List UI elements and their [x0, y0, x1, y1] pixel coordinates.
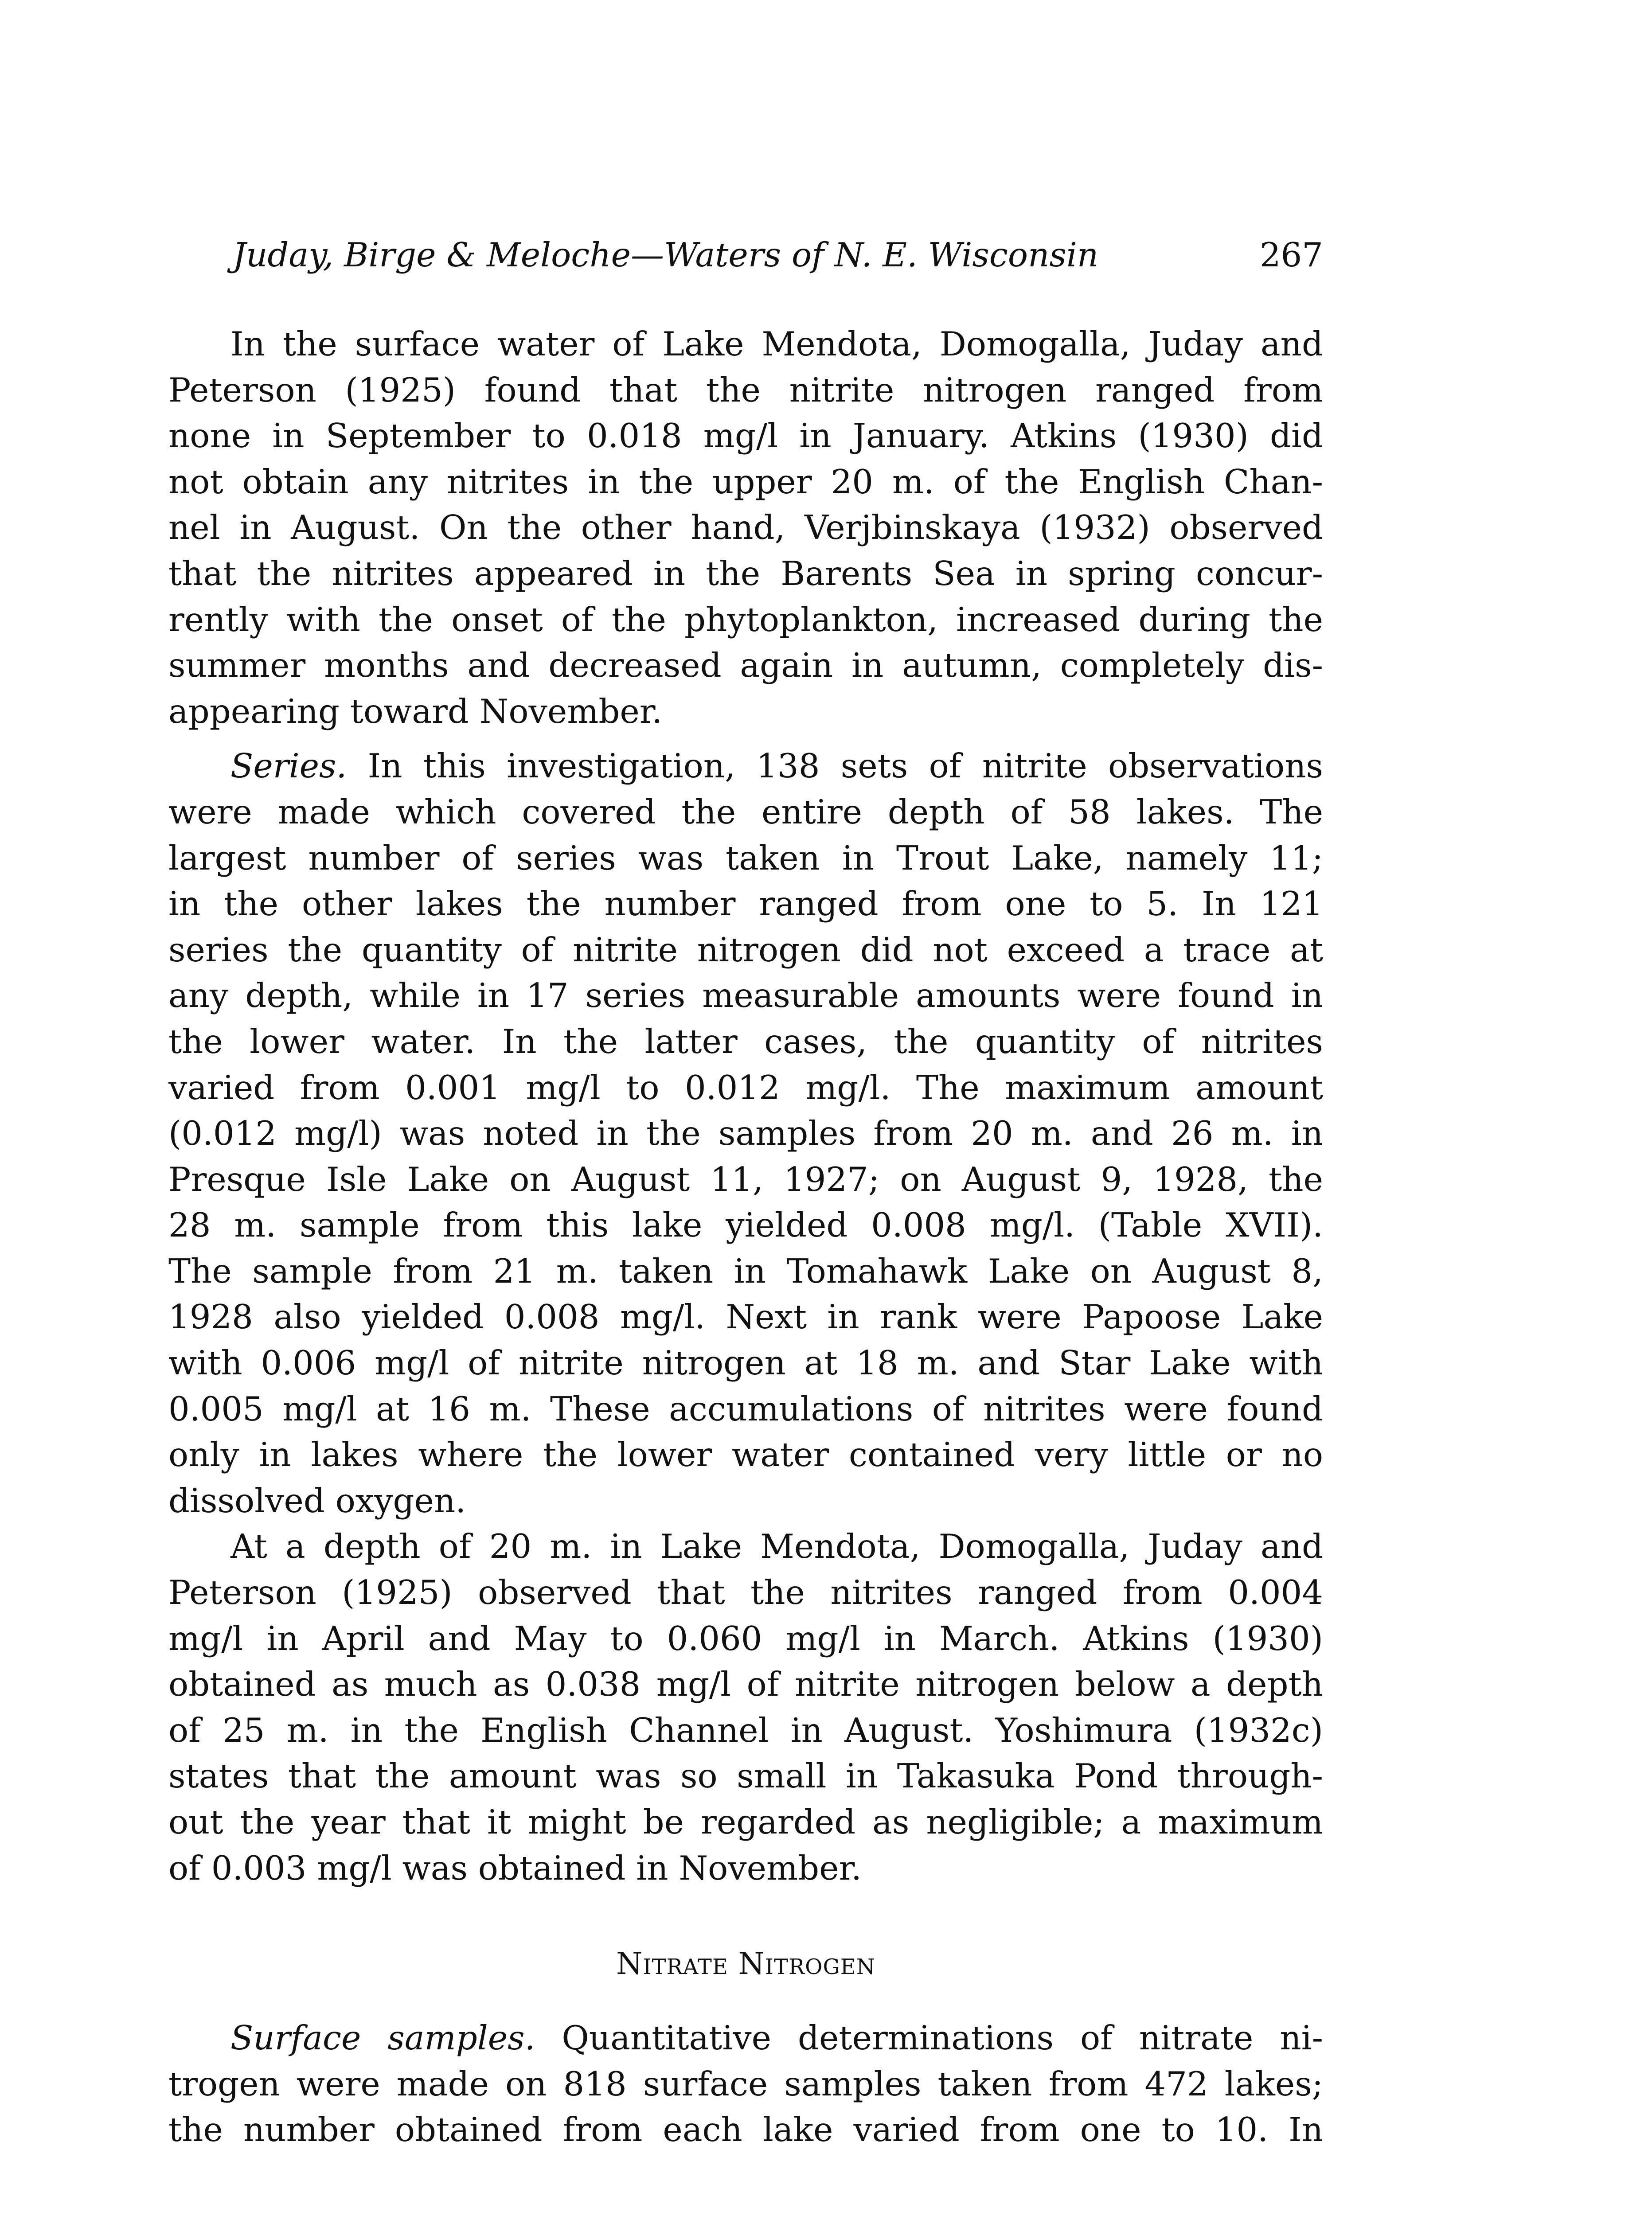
text-line: the number obtained from each lake varied from one to 10. In [168, 2110, 1323, 2150]
text-line: mg/l in April and May to 0.060 mg/l in March. Atkins (1930) [168, 1619, 1323, 1658]
text-line-content: In this investigation, 138 sets of nitrite observations [367, 746, 1323, 786]
text-line: that the nitrites appeared in the Barents Sea in spring concur- [168, 554, 1323, 593]
text-line: 1928 also yielded 0.008 mg/l. Next in rank were Papoose Lake [168, 1297, 1323, 1337]
text-line: trogen were made on 818 surface samples taken from 472 lakes; [168, 2064, 1323, 2103]
running-title: Juday, Birge & Meloche—Waters of N. E. Wisconsin [233, 235, 1099, 274]
text-line: varied from 0.001 mg/l to 0.012 mg/l. The maximum amount [168, 1068, 1323, 1107]
section-heading: Nitrate Nitrogen [616, 1947, 875, 1982]
text-line: rently with the onset of the phytoplankton, increased during the [168, 600, 1323, 639]
section-gap [168, 1891, 1323, 1944]
text-line: of 0.003 mg/l was obtained in November. [168, 1848, 862, 1888]
text-line: (0.012 mg/l) was noted in the samples from 20 m. and 26 m. in [168, 1114, 1323, 1153]
text-line: of 25 m. in the English Channel in August. Yoshimura (1932c) [168, 1710, 1323, 1750]
text-line: not obtain any nitrites in the upper 20 m. of the English Chan- [168, 462, 1323, 501]
text-line: Presque Isle Lake on August 11, 1927; on August 9, 1928, the [168, 1159, 1323, 1199]
text-line: In the surface water of Lake Mendota, Domogalla, Juday and [230, 324, 1323, 363]
text-line: only in lakes where the lower water contained very little or no [168, 1435, 1323, 1475]
run-in-heading-series: Series. [230, 746, 347, 786]
text-line: nel in August. On the other hand, Verjbinskaya (1932) observed [168, 508, 1323, 547]
text-line: obtained as much as 0.038 mg/l of nitrite nitrogen below a depth [168, 1665, 1323, 1704]
text-line: 28 m. sample from this lake yielded 0.008 mg/l. (Table XVII). [168, 1206, 1323, 1245]
text-line: out the year that it might be regarded as negligible; a maximum [168, 1802, 1323, 1841]
paragraph-3 [168, 1524, 1323, 1891]
text-line: At a depth of 20 m. in Lake Mendota, Domogalla, Juday and [230, 1527, 1323, 1566]
running-header [233, 230, 1323, 279]
run-in-heading-surface-samples: Surface samples. [230, 2018, 535, 2058]
text-line: Peterson (1925) observed that the nitrites ranged from 0.004 [168, 1573, 1323, 1612]
body-text [168, 321, 1323, 2153]
section-gap [168, 1984, 1323, 2015]
text-line: none in September to 0.018 mg/l in January. Atkins (1930) did [168, 416, 1323, 456]
text-line-content: Quantitative determinations of nitrate ni- [562, 2018, 1323, 2058]
text-line: summer months and decreased again in autumn, completely dis- [168, 646, 1323, 685]
text-line: dissolved oxygen. [168, 1481, 466, 1520]
text-line: the lower water. In the latter cases, the quantity of nitrites [168, 1022, 1323, 1061]
text-line: in the other lakes the number ranged from one to 5. In 121 [168, 884, 1323, 924]
text-line: 0.005 mg/l at 16 m. These accumulations of nitrites were found [168, 1389, 1323, 1428]
text-line: largest number of series was taken in Trout Lake, namely 11; [168, 838, 1323, 878]
paragraph-2 [168, 743, 1323, 1524]
text-line: any depth, while in 17 series measurable amounts were found in [168, 976, 1323, 1015]
text-line: series the quantity of nitrite nitrogen did not exceed a trace at [168, 930, 1323, 969]
paragraph-1 [168, 321, 1323, 734]
text-line [168, 2015, 1323, 2061]
paragraph-gap [168, 734, 1323, 743]
text-line: Peterson (1925) found that the nitrite nitrogen ranged from [168, 370, 1323, 410]
text-line: appearing toward November. [168, 691, 663, 731]
text-line: with 0.006 mg/l of nitrite nitrogen at 18 m. and Star Lake with [168, 1343, 1323, 1383]
text-line: The sample from 21 m. taken in Tomahawk Lake on August 8, [168, 1251, 1323, 1291]
text-line [168, 743, 1323, 789]
text-line: states that the amount was so small in Takasuka Pond through- [168, 1756, 1323, 1796]
paragraph-4 [168, 2015, 1323, 2153]
page-number: 267 [1259, 235, 1323, 274]
text-line: were made which covered the entire depth of 58 lakes. The [168, 792, 1323, 831]
